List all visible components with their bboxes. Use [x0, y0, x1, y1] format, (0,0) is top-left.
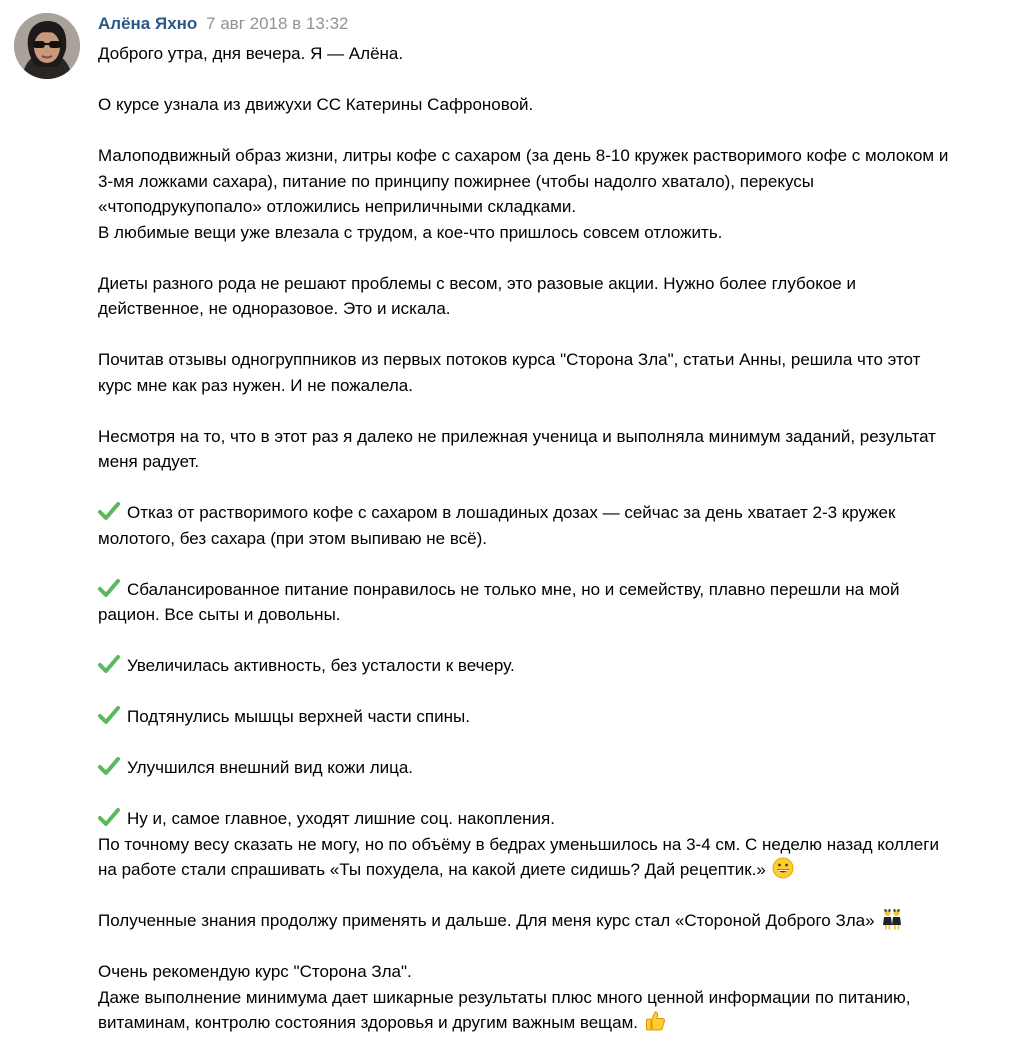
text-line: В любимые вещи уже влезала с трудом, а кое-что пришлось совсем отложить. [98, 222, 723, 242]
bullet-nutrition [98, 577, 1023, 628]
check-mark-icon [98, 501, 120, 521]
text-line: 3-мя ложками сахара), питание по принципу пожирнее (чтобы надолго хватало), перекусы [98, 171, 814, 191]
bullet-line [98, 653, 1023, 679]
paragraph-knowledge [98, 908, 1023, 934]
bullet-line [98, 577, 1023, 603]
emoji-line [98, 908, 1023, 934]
bullet-coffee [98, 500, 1023, 551]
text-line: действенное, не одноразовое. Это и искала. [98, 299, 451, 318]
text-line: Улучшился внешний вид кожи лица. [127, 758, 414, 777]
text-line: Сбалансированное питание понравилось не только мне, но и семейству, плавно перешли на мой [127, 579, 900, 599]
bullet-line [98, 500, 1023, 526]
text-line: Несмотря на то, что в этот раз я далеко не прилежная ученица и выполняла минимум заданий, результат [98, 426, 936, 446]
text-line: О курсе узнала из движухи СС Катерины Сафроновой. [98, 95, 534, 114]
check-mark-icon [98, 654, 120, 674]
text-line: рацион. Все сыты и довольны. [98, 605, 341, 624]
post-header [98, 13, 348, 35]
bullet-skin [98, 755, 1023, 781]
text-line: Диеты разного рода не решают проблемы с весом, это разовые акции. Нужно более глубокое и [98, 273, 856, 293]
author-name-link[interactable]: Алёна Яхно [98, 14, 198, 33]
dancing-women-icon [881, 908, 903, 930]
paragraph-result [98, 424, 1023, 475]
post-date-link[interactable]: 7 авг 2018 в 13:32 [206, 14, 349, 33]
text-line: Почитав отзывы одногруппников из первых потоков курса "Сторона Зла", статьи Анны, решила что этот [98, 350, 921, 369]
bullet-weight [98, 806, 1023, 883]
author-avatar[interactable] [14, 13, 80, 79]
check-mark-icon [98, 807, 120, 827]
bullet-line [98, 704, 1023, 730]
check-mark-icon [98, 578, 120, 598]
text-line: Малоподвижный образ жизни, литры кофе с сахаром (за день 8-10 кружек растворимого кофе с молоком и [98, 146, 949, 165]
text-line: «чтоподрукупопало» отложились неприличными складками. [98, 197, 577, 216]
bullet-line [98, 806, 1023, 832]
bullet-line [98, 755, 1023, 781]
text-line: Даже выполнение минимума дает шикарные результаты плюс много ценной информации по питанию, [98, 987, 911, 1007]
text-line: Очень рекомендую курс "Сторона Зла". [98, 962, 412, 981]
text-line: Увеличилась активность, без усталости к вечеру. [127, 656, 515, 675]
text-line: витаминам, контролю состояния здоровья и другим важным вещам. [98, 1013, 638, 1032]
bullet-activity [98, 653, 1023, 679]
paragraph-diets [98, 271, 1023, 322]
paragraph-reviews [98, 347, 1023, 398]
text-line: Подтянулись мышцы верхней части спины. [127, 707, 470, 726]
text-line: меня радует. [98, 452, 200, 471]
text-line: Ну и, самое главное, уходят лишние соц. накопления. [127, 809, 555, 828]
emoji-line [98, 857, 1023, 883]
check-mark-icon [98, 705, 120, 725]
text-line: курс мне как раз нужен. И не пожалела. [98, 375, 413, 395]
paragraph-greeting [98, 41, 1023, 67]
thumbs-up-icon [644, 1010, 666, 1032]
text-line: По точному весу сказать не могу, но по объёму в бедрах уменьшилось на 3-4 см. С неделю назад коллеги [98, 834, 939, 854]
paragraph-recommend [98, 959, 1023, 1036]
text-line: Отказ от растворимого кофе с сахаром в лошадиных дозах — сейчас за день хватает 2-3 кружек [127, 503, 896, 522]
post-text [98, 41, 1023, 1061]
paragraph-source [98, 92, 1023, 118]
paragraph-lifestyle [98, 143, 1023, 245]
check-mark-icon [98, 756, 120, 776]
text-line: на работе стали спрашивать «Ты похудела, на какой диете сидишь? Дай рецептик.» [98, 860, 766, 879]
bullet-muscles [98, 704, 1023, 730]
text-line: молотого, без сахара (при этом выпиваю не всё). [98, 528, 487, 548]
grinning-face-icon [772, 857, 794, 879]
text-line: Доброго утра, дня вечера. Я — Алёна. [98, 44, 404, 63]
text-line: Полученные знания продолжу применять и дальше. Для меня курс стал «Стороной Доброго Зла» [98, 911, 875, 930]
